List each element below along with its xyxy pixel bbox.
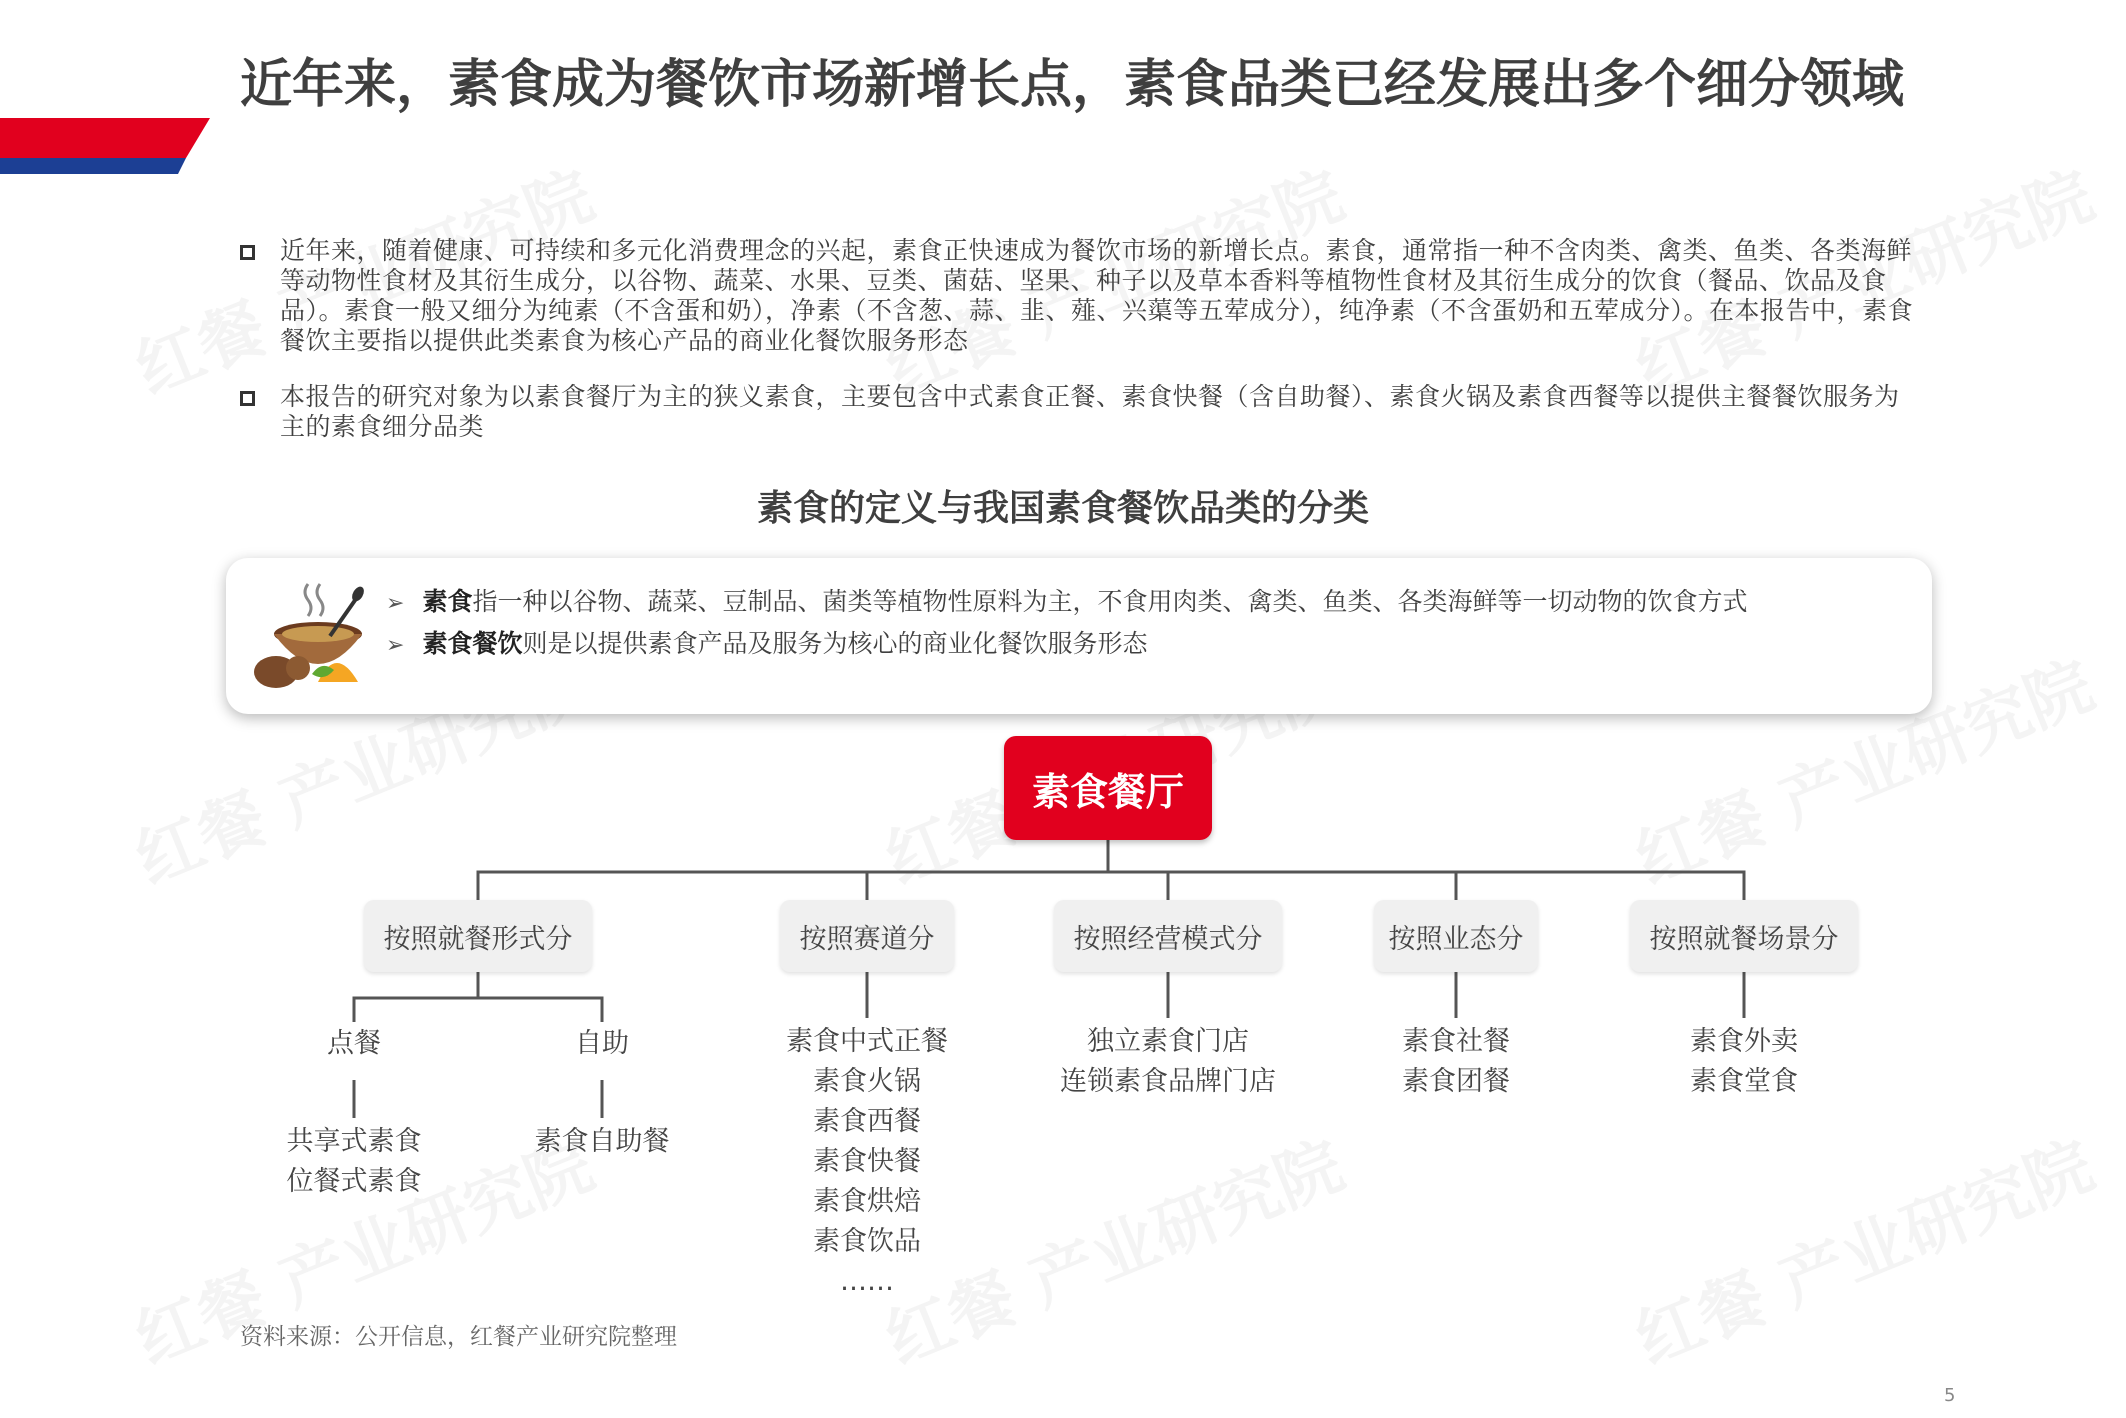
leaf-item: 连锁素食品牌门店	[1060, 1066, 1276, 1097]
leaf-list	[1366, 1022, 1546, 1102]
definition-text: 则是以提供素食产品及服务为核心的商业化餐饮服务形态	[522, 629, 1148, 658]
leaf-item: 素食西餐	[813, 1106, 921, 1137]
leaf-item: 素食烘焙	[813, 1186, 921, 1217]
leaf-item: 独立素食门店	[1087, 1026, 1249, 1057]
definition-text: 指一种以谷物、蔬菜、豆制品、菌类等植物性原料为主，不食用肉类、禽类、鱼类、各类海鲜等一切动物的饮食方式	[472, 587, 1748, 616]
leaf-list	[512, 1122, 692, 1162]
leaf-item: 位餐式素食	[286, 1166, 422, 1197]
bullet-item	[240, 382, 1920, 442]
leaf-item: 素食火锅	[813, 1066, 921, 1097]
tree-root-node: 素食餐厅	[1004, 736, 1212, 840]
bullet-item	[240, 236, 1920, 356]
category-node-business-model: 按照经营模式分	[1054, 900, 1282, 972]
leaf-item: ……	[840, 1266, 894, 1297]
leaf-list	[264, 1122, 444, 1202]
leaf-item: 素食中式正餐	[786, 1026, 948, 1057]
leaf-item: 素食快餐	[813, 1146, 921, 1177]
source-note: 资料来源：公开信息，红餐产业研究院整理	[240, 1324, 677, 1350]
leaf-list	[1038, 1022, 1298, 1102]
leaf-item: 素食自助餐	[534, 1126, 670, 1157]
vegetarian-food-bowl-icon	[246, 578, 376, 698]
arrow-right-icon: ➢	[386, 591, 405, 616]
leaf-item: 素食社餐	[1402, 1026, 1510, 1057]
leaf-item: 素食堂食	[1690, 1066, 1798, 1097]
bullet-text: 本报告的研究对象为以素食餐厅为主的狭义素食，主要包含中式素食正餐、素食快餐（含自助餐）、素食火锅及素食西餐等以提供主餐餐饮服务为主的素食细分品类	[280, 382, 1900, 441]
page-number: 5	[1944, 1385, 1956, 1406]
definition-line	[386, 628, 1147, 662]
leaf-item: 素食饮品	[813, 1226, 921, 1257]
section-title: 素食的定义与我国素食餐饮品类的分类	[756, 488, 1369, 529]
definition-term: 素食餐饮	[422, 629, 523, 658]
definition-term: 素食	[422, 587, 473, 616]
watermark	[1620, 1113, 2105, 1383]
category-node-track: 按照赛道分	[780, 900, 954, 972]
bullet-text: 近年来，随着健康、可持续和多元化消费理念的兴起，素食正快速成为餐饮市场的新增长点。素食，通常指一种不含肉类、禽类、鱼类、各类海鲜等动物性食材及其衍生成分，以谷物、蔬菜、水果、豆类、菌菇、坚果、种子以及草本香料等植物性食材及其衍生成分的饮食（餐品、饮品及食品）。素食一般又细分为纯素（不含蛋和奶），净素（不含葱、蒜、韭、薤、兴蕖等五荤成分），纯净素（不含蛋奶和五荤成分）。在本报告中，素食餐饮主要指以提供此类素食为核心产品的商业化餐饮服务形态	[280, 236, 1914, 355]
arrow-right-icon: ➢	[386, 633, 405, 658]
leaf-list	[757, 1022, 977, 1302]
page-title: 近年来，素食成为餐饮市场新增长点，素食品类已经发展出多个细分领域	[240, 55, 1905, 115]
definition-box	[226, 558, 1932, 714]
bullet-list	[240, 236, 1920, 468]
subgroup-label: 自助	[575, 1028, 629, 1059]
leaf-item: 共享式素食	[286, 1126, 422, 1157]
category-node-format: 按照业态分	[1374, 900, 1538, 972]
leaf-item: 素食团餐	[1402, 1066, 1510, 1097]
leaf-item: 素食外卖	[1690, 1026, 1798, 1057]
category-node-dining-form: 按照就餐形式分	[364, 900, 592, 972]
hollow-square-icon	[240, 245, 255, 260]
subgroup-label: 点餐	[327, 1028, 381, 1059]
definition-line	[386, 586, 1747, 620]
category-node-scene: 按照就餐场景分	[1630, 900, 1858, 972]
hollow-square-icon	[240, 391, 255, 406]
title-accent-bar	[0, 118, 210, 174]
leaf-list	[1654, 1022, 1834, 1102]
